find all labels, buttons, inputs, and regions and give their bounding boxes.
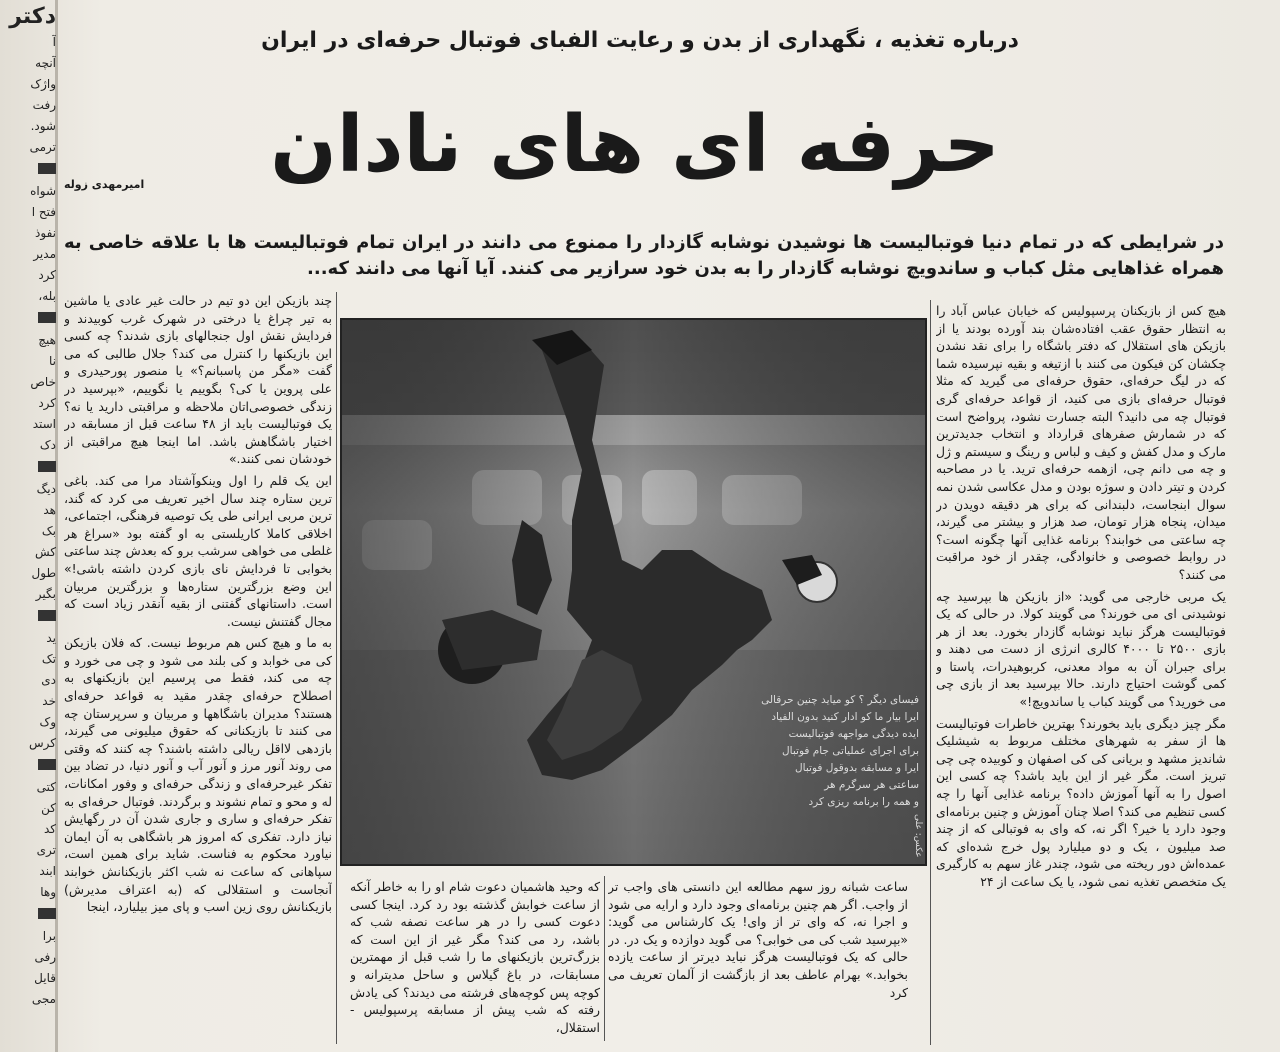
neighbor-text-line: هد: [43, 503, 56, 517]
neighbor-text-line: ید: [46, 631, 56, 645]
neighbor-text-line: دیگ: [36, 482, 56, 496]
caption-line: ساعتی هر سرگرم هر: [824, 779, 919, 791]
neighbor-text-line: ترمی: [29, 140, 56, 154]
neighbor-text-line: واژک: [30, 77, 56, 91]
article-kicker: درباره تغذیه ، نگهداری از بدن و رعایت الفبای فوتبال حرفه‌ای در ایران: [261, 28, 1019, 53]
caption-line: ایده دیدگی مواجهه فوتبالیست: [788, 728, 919, 740]
neighbor-text-line: وک: [39, 715, 56, 729]
paragraph: یک مربی خارجی می گوید: «از بازیکن ها بپرسید چه نوشیدنی ای می خورند؟ می گویند کولا. در حالی که یک فوتبالیست هرگز نباید نوشابه گازدار بخورد. بعد از هر بازی ۲۵۰۰ تا ۴۰۰۰ کالری انرژی از دست می دهند و برای جبران آن به مواد معدنی، کربوهیدرات، پاستا و کمی گوشت احتیاج دارند. حالا بپرسید بعد از بازی چی می خورید؟ می گویند کباب یا ساندویچ!»: [936, 588, 1226, 710]
caption-line: ایرا و مسابقه بدوقول فوتبال: [795, 762, 919, 774]
body-column-right: [936, 302, 1226, 1046]
caption-line: و همه را برنامه ریزی کرد: [808, 796, 919, 808]
body-column-under-photo-right: [608, 878, 908, 1038]
neighbor-text-line: دک: [39, 438, 56, 452]
neighbor-text-line: شواه: [30, 184, 56, 198]
caption-line: فیسای دیگر ؟ کو میاید چنین حرقالی: [761, 694, 919, 706]
column-rule: [336, 292, 337, 1044]
neighbor-headline: دکتر: [9, 4, 56, 29]
neighbor-text-line: کش: [34, 545, 56, 559]
neighbor-text-line: وها: [40, 885, 56, 899]
neighbor-text-line: کرس: [29, 736, 56, 750]
bullet-marker-icon: [38, 163, 56, 174]
neighbor-text-line: استد: [32, 417, 56, 431]
neighbor-text-line: کرد: [38, 268, 56, 282]
article-byline: امیرمهدی زوله: [64, 178, 145, 191]
paragraph: ساعت شبانه روز سهم مطالعه این دانستی های واجب تر از واجب. اگر هم چنین برنامه‌ای وجود دارد و ارایه می شود و اجرا نه، که وای تر از وای! یک کارشناس می گوید: «بپرسید شب کی می خوابی؟ می گوید دوازده و یک در. در حالی که یک فوتبالیست هرگز نباید دیرتر از ساعت یازده بخوابد.» بهرام عاطف بعد از بازگشت از آلمان تعریف می کرد: [608, 879, 908, 1000]
neighbor-text-line: برا: [42, 929, 56, 943]
neighbor-text-line: مدیر: [33, 247, 56, 261]
article-photo: [340, 318, 927, 866]
body-column-left: [64, 292, 332, 1044]
bullet-marker-icon: [38, 908, 56, 919]
neighbor-text-line: ابند: [39, 864, 56, 878]
neighbor-text-line: نا: [49, 354, 56, 368]
photo-credit: عکس: علی: [913, 814, 923, 858]
paragraph: به ما و هیچ کس هم مربوط نیست. که فلان بازیکن کی می خوابد و کی بلند می شود و چی می خورد و چه می کند، فقط می پرسیم این بازیکنهای به اصطلاح حرفه‌ای چقدر مقید به قواعد حرفه‌ای هستند؟ مدیران باشگاهها و مربیان و سرپرستان چه می کنند تا بازیکنانی که حقوق میلیونی می گیرند، بازدهی لااقل ریالی داشته باشند؟ چه کنند که وقتی می روند آنور مرز و آنور آب و آنور دنیا، در تضاد بین تفکر غیرحرفه‌ای و زندگی حرفه‌ای و وفور امکانات، له و محو و تمام نشوند و برگردند. فوتبال حرفه‌ای به تفکر حرفه‌ای و ساری و جاری شدن آن در رگهایش نیاز دارد. تفکری که امروز هر باشگاهی به آن ایمان نیاورد محکوم به فناست. شاید برای همین است، سپاهانی که ساعت نه شب اکثر بازیکنانش خوابند آنجاست و استقلالی که (به اعتراف مدیرش) بازیکنانش روی زین اسب و پای میز بیلیارد، اینجا: [64, 635, 332, 915]
neighbor-text-line: شود.: [30, 119, 56, 133]
bullet-marker-icon: [38, 312, 56, 323]
neighbor-text-line: مجی: [31, 992, 56, 1006]
body-column-under-photo-left: [350, 878, 600, 1038]
neighbor-text-line: خد: [42, 694, 56, 708]
column-rule: [930, 300, 931, 1045]
neighbor-text-line: خاص: [30, 375, 56, 389]
neighbor-text-line: هیچ: [38, 333, 56, 347]
neighbor-text-line: آنچه: [35, 56, 56, 70]
neighbor-text-line: آ: [52, 35, 56, 49]
paragraph: که وحید هاشمیان دعوت شام او را به خاطر آنکه از ساعت خوابش گذشته بود رد کرد. اینجا کسی دعوت کسی را در هر ساعت نصفه شب که باشد، رد می کند؟ مگر غیر از این است که بزرگ‌ترین بازیکنهای ما را شب قبل از مهمترین مسابقات، در باغ گیلاس و ساحل مدیترانه و کوچه پس کوچه‌های فرشته می دیدند؟ کی یادش رفته که شب پیش از مسابقه پرسپولیس - استقلال،: [350, 879, 600, 1035]
caption-line: برای اجرای عملیاتی جام فوتبال: [782, 745, 919, 757]
neighbor-text-line: قایل: [34, 971, 56, 985]
neighbor-text-line: نفوذ: [35, 226, 56, 240]
neighbor-text-line: بک: [41, 524, 56, 538]
neighbor-text-line: دی: [41, 673, 56, 687]
neighbor-text-line: کتی: [36, 780, 56, 794]
paragraph: مگر چیز دیگری باید بخورند؟ بهترین خاطرات فوتبالیست ها از سفر به شهرهای مختلف مربوط به شیشلیک شاندیز مشهد و بریانی کی کی اصفهان و کوبیده چی چی تبریز است. مگر غیر از این باید باشد؟ چه کسی این اصول را به آنها آموزش داده؟ برنامه غذایی آنها را چه کسی تنظیم می کند؟ اصلا چنان آموزش و چنین برنامه‌ای وجود دارد یا خیر؟ اگر نه، که وای به فوتبالی که از چند صد میلیون ، یک و دو میلیارد پول خرج شده‌ای که عمده‌اش دور ریخته می شود، چندر غاز سهم به کارگیری یک متخصص تغذیه نمی شود، یا یک ساعت از ۲۴: [936, 715, 1226, 889]
paragraph: چند بازیکن این دو تیم در حالت غیر عادی یا ماشین به تیر چراغ یا درختی در شهرک غرب کوبیدند و فردایش نقش اول جنجالهای بازی شدند؟ چه کسی این بازیکنها را کنترل می کند؟ جلال طالبی که می گفت «مگر من پاسبانم؟» یا منصور پورحیدری و علی پروین یا کی؟ بگوییم یا نگوییم، «بپرسید در زندگی خصوصی‌اتان ملاحظه و مراقبتی دارید یا نه؟ یک فوتبالیست باید از ۴۸ ساعت قبل از مسابقه در اختیار باشگاهش باشد. اما اینجا هیچ مراقبتی از خودشان نمی کنند.»: [64, 293, 332, 467]
neighbor-text-line: فتح ا: [31, 205, 56, 219]
paragraph: این یک قلم را اول وینکوآشتاد مرا می کند. باغی ترین ستاره چند سال اخیر تعریف می کرد که گند، ترین مربی ایرانی طی یک توصیه فرهنگی، اجتماعی، اخلاقی کاملا کاریلستی به او گفته بود «سراغ هر غلطی می خواهی سرشب برو که بعدش چند ساعتی بخوابی تا فردایش نای بازی کردن داشته باشی!» این وضع بزرگترین ستاره‌ها و بزرگترین مربیان است. داستانهای گفتنی از بقیه آنقدر زیاد است که مجال گفتنش نیست.: [64, 472, 332, 629]
caption-line: ایرا بیار ما کو ادار کنید بدون الفیاد: [771, 711, 919, 723]
neighbor-text-line: رفت: [32, 98, 56, 112]
article-lead: در شرایطی که در تمام دنیا فوتبالیست ها نوشیدن نوشابه گازدار را ممنوع می دانند در ایران تمام فوتبالیست ها با علاقه خاصی به همراه غذاهایی مثل کباب و ساندویچ نوشابه گازدار را به بدن خود سرازیر می کنند. آیا آنها می دانند که...: [64, 232, 1224, 279]
neighbor-text-lines: [0, 32, 56, 1010]
neighbor-text-line: طول: [31, 566, 56, 580]
bullet-marker-icon: [38, 759, 56, 770]
neighbor-text-line: بگیر: [35, 587, 56, 601]
bullet-marker-icon: [38, 610, 56, 621]
neighbor-text-line: رفی: [34, 950, 56, 964]
neighbor-text-line: تری: [36, 843, 56, 857]
bullet-marker-icon: [38, 461, 56, 472]
photo-caption: [699, 692, 919, 811]
neighbor-text-line: کن: [41, 801, 56, 815]
neighbor-article-column: [0, 0, 56, 1052]
neighbor-text-line: تک: [41, 652, 56, 666]
article-headline: حرفه ای های نادان: [270, 100, 1000, 190]
column-rule: [604, 876, 605, 1041]
neighbor-text-line: کد: [43, 822, 56, 836]
neighbor-text-line: بله،: [38, 289, 56, 303]
paragraph: هیچ کس از بازیکنان پرسپولیس که خیابان عباس آباد را به انتظار حقوق عقب افتاده‌شان بند آورده بودند یا از بازیکن های استقلال که دفتر باشگاه را برای نقد نشدن چکشان کن فیکون می کنند با ازتیغه و بقیه نپرسیده شما که در لیگ حرفه‌ای، حقوق حرفه‌ای می گیرید که مثلا فوتبال حرفه‌ای بازی می کنید، از قواعد حرفه‌ای گری فوتبال چه می دانید؟ البته جسارت نشود، پرواضح است که در شمارش صفرهای قرارداد و انتخاب جدیدترین مارک و مدل کفش و کیف و لباس و رینگ و سیستم و ژل و چه می دانم چی، ازهمه حرفه‌ای ترید. یا در مصاحبه کردن و تیتر دادن و سوژه بودن و مدل عکاسی شدن نمه سوال ابنجاست، دلبندانی که برای هر دقیقه دویدن در میدان، پنجاه هزار تومان، صد هزار و بیشتر می گیرند، چه ساعتی می خوابند؟ برنامه غذایی آنها چگونه است؟ در روابط خصوصی و خانوادگی، چقدر از خود مراقبت می کنند؟: [936, 303, 1226, 582]
neighbor-text-line: کرد: [38, 396, 56, 410]
